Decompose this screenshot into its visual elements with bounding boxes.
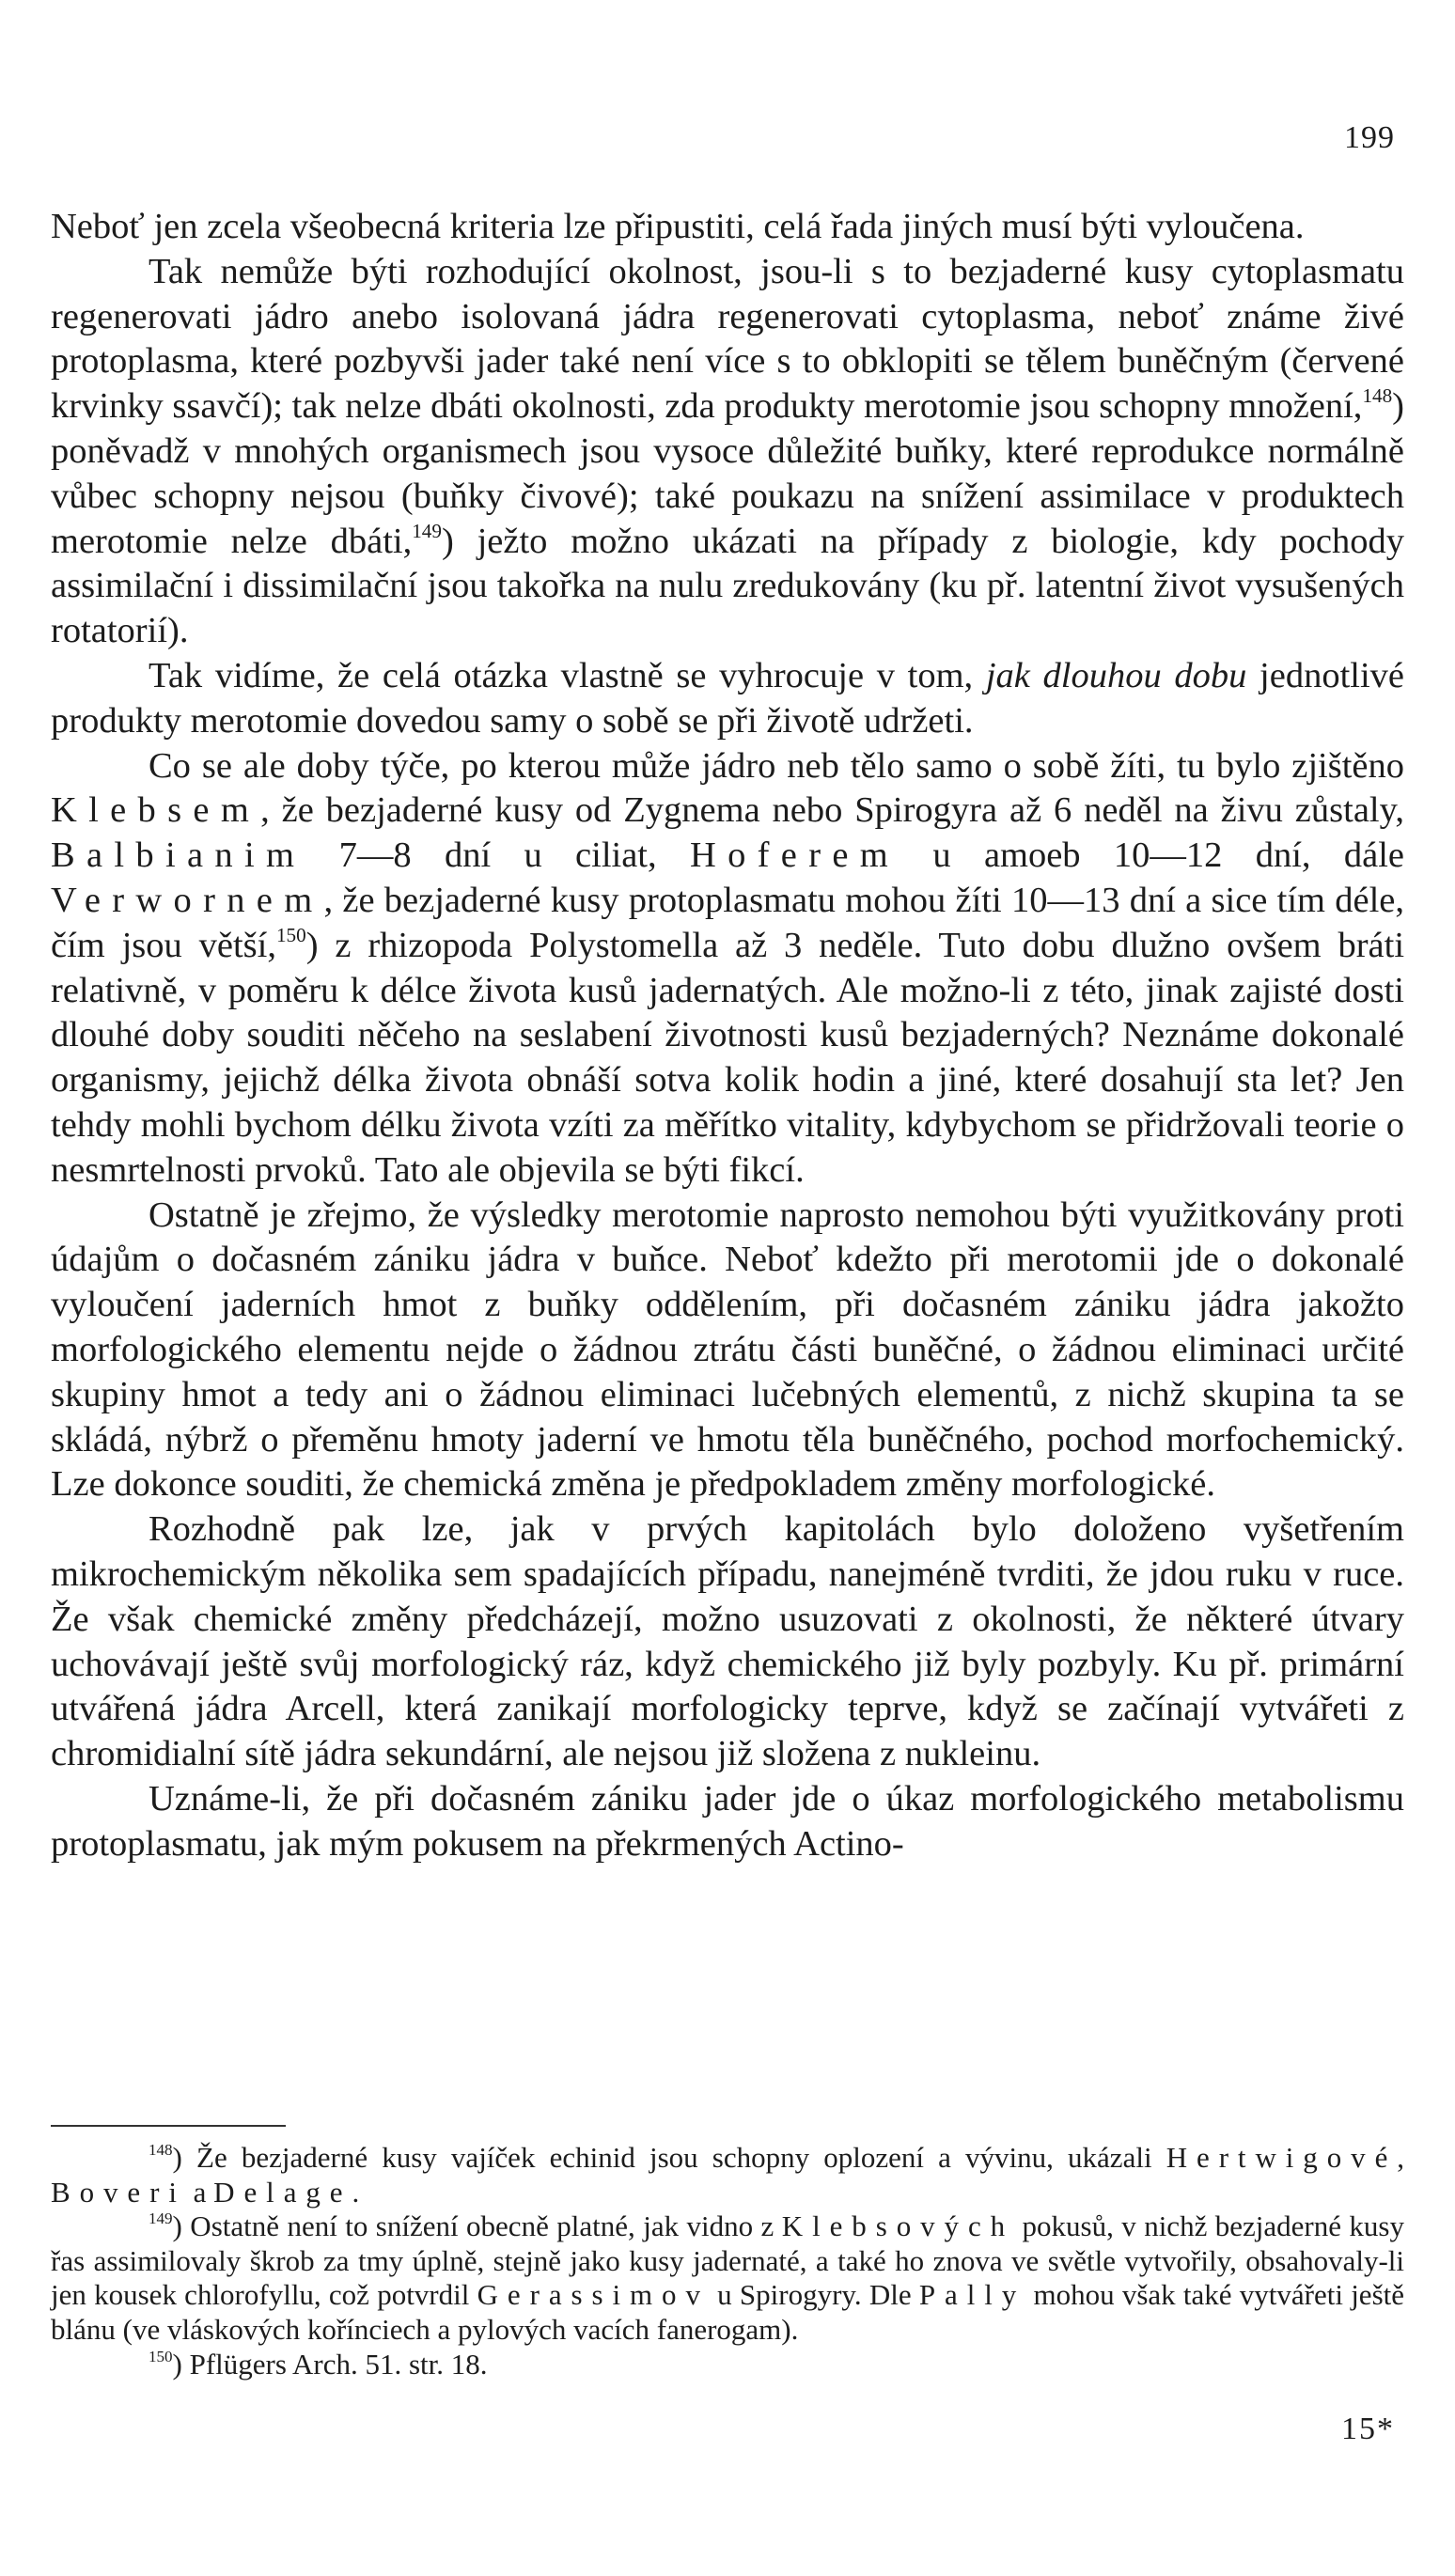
page-number: 199 [1344, 120, 1395, 155]
text-run: ) ježto možno ukázati na případy z biologie, kdy pochody assimilační i dissimilační jsou takořka na nulu zredukovány (ku př. latentní život vysušených rotatorií). [51, 521, 1404, 651]
text-run: , že bezjaderné kusy protoplasmatu mohou žíti 10—13 dní a sice tím déle, čím jsou větší, [51, 880, 1404, 965]
spaced-name: Hoferem [689, 835, 900, 876]
text-run: Co se ale doby týče, po kterou může jádro neb tělo samo o sobě žíti, tu bylo zjištěno [149, 745, 1404, 786]
footnote-ref: 148 [1362, 384, 1393, 408]
footnotes [51, 2141, 1404, 2381]
spaced-name: Boveri [51, 2175, 186, 2209]
spaced-name: Klebsem [51, 790, 261, 831]
signature-mark: 15* [1341, 2412, 1395, 2446]
text-run: ) Pflügers Arch. 51. str. 18. [172, 2347, 488, 2381]
spaced-name: Klebsových [781, 2209, 1015, 2243]
text-run: . [352, 2175, 360, 2209]
spaced-name: Delage [213, 2175, 352, 2209]
text-run: u Spirogyry. Dle [709, 2278, 919, 2312]
text-run: Rozhodně pak lze, jak v prvých kapitolách bylo doloženo vyšetřením mikrochemickým několika sem spadajících případu, nanejméně tvrditi, že jdou ruku v ruce. Že však chemické změny předcházejí, možno usuzovati z okolnosti, že některé útvary uchovávají ještě svůj morfologický ráz, když chemického již byly pozbyly. Ku př. primární utvářená jádra Arcell, která zanikají morfologicky teprve, když se začínají vytvářeti z chromidialní sítě jádra sekundární, ale nejsou již složena z nukleinu. [51, 1509, 1404, 1774]
spaced-name: Balbianim [51, 835, 306, 876]
text-run: a [185, 2175, 214, 2209]
spaced-name: Verwornem [51, 880, 324, 920]
spaced-name: Hertwigové [1166, 2141, 1398, 2174]
text-run: Tak vidíme, že celá otázka vlastně se vyhrocuje v tom, [149, 655, 986, 695]
emphasis: jak dlouhou dobu [985, 655, 1247, 695]
text-run: mohou však také vytvářeti ještě blánu (ve vláskových kořínciech a pylových vacích fanerogam). [51, 2278, 1405, 2346]
text-run: Uznáme-li, že při dočasném zániku jader jde o úkaz morfologického metabolismu protoplasmatu, jak mým pokusem na překrmených Actino- [51, 1778, 1404, 1864]
paragraph [51, 1777, 1404, 1867]
paragraph [51, 654, 1404, 744]
text-run: Ostatně je zřejmo, že výsledky merotomie naprosto nemohou býti využitkovány proti údajům o dočasném zániku jádra v buňce. Neboť kdežto při merotomii jde o dokonalé vyloučení jaderních hmot z buňky oddělením, při dočasném zániku jádra jakožto morfologického elementu nejde o žádnou ztrátu části buněčné, o žádnou eliminaci určité skupiny hmot a tedy ani o žádnou eliminaci lučebných elementů, z nichž skupina ta se skládá, nýbrž o přeměnu hmoty jaderní ve hmotu těla buněčného, pochod morfochemický. Lze dokonce souditi, že chemická změna je předpokladem změny morfologické. [51, 1194, 1404, 1505]
paragraph [51, 1507, 1404, 1777]
text-run: , že bezjaderné kusy od Zygnema nebo Spirogyra až 6 neděl na živu zůstaly, [260, 790, 1404, 831]
footnote-ref: 150 [275, 923, 306, 946]
paragraph [51, 1194, 1404, 1508]
text-run: ) z rhizopoda Polystomella až 3 neděle. Tuto dobu dlužno ovšem bráti relativně, v poměru k délce života kusů jadernatých. Ale možno-li z této, jinak zajisté dosti dlouhé doby souditi něčeho na seslabení životnosti kusů bezjaderných? Neznáme dokonalé organismy, jejichž délka života obnáší sotva kolik hodin a jiné, které dosahují sta let? Jen tehdy mohli bychom délku života vzíti za měřítko vitality, kdybychom se přidržovali teorie o nesmrtelnosti prvoků. Tato ale objevila se býti fikcí. [51, 925, 1405, 1190]
footnote-ref: 150 [149, 2347, 173, 2365]
footnote-ref: 149 [149, 2209, 173, 2228]
paragraph [51, 744, 1404, 1194]
spaced-name: Pally [918, 2278, 1026, 2312]
text-run: u amoeb 10—12 dní, dále [900, 835, 1404, 876]
text-run: jednotlivé produkty merotomie dovedou samy o sobě se při životě udržeti. [51, 655, 1405, 741]
footnote-rule [51, 2125, 286, 2127]
paragraph [51, 250, 1404, 654]
footnote-ref: 148 [149, 2141, 173, 2160]
text-run: , [1397, 2141, 1404, 2174]
footnote [51, 2348, 1404, 2382]
paragraph [51, 205, 1404, 250]
text-run: Tak nemůže býti rozhodující okolnost, jsou-li s to bezjaderné kusy cytoplasmatu regenerovati jádro anebo isolovaná jádra regenerovati cytoplasma, neboť známe živé protoplasma, které pozbyvši jader také není více s to obklopiti se tělem buněčným (červené krvinky ssavčí); tak nelze dbáti okolnosti, zda produkty merotomie jsou schopny množení, [51, 251, 1404, 427]
text-run: ) Že bezjaderné kusy vajíček echinid jsou schopny oplození a vývinu, ukázali [172, 2141, 1166, 2174]
text-run: Neboť jen zcela všeobecná kriteria lze připustiti, celá řada jiných musí býti vyloučena. [51, 207, 1305, 246]
text-run: ) poněvadž v mnohých organismech jsou vysoce důležité buňky, které reprodukce normálně vůbec schopny nejsou (buňky čivové); také poukazu na snížení assimilace v produktech merotomie nelze dbáti, [51, 386, 1404, 561]
text-run: 7—8 dní u ciliat, [305, 835, 690, 876]
footnote [51, 2141, 1404, 2209]
footnote [51, 2209, 1404, 2347]
footnote-ref: 149 [412, 519, 442, 542]
spaced-name: Gerassimov [477, 2278, 710, 2312]
text-run: ) Ostatně není to snížení obecně platné, jak vidno z [172, 2209, 782, 2243]
text-run: pokusů, v nichž bezjaderné kusy řas assimilovaly škrob za tmy úplně, stejně jako kusy jadernaté, a také ho znova ve světle vytvořily, obsahovaly-li jen kousek chlorofyllu, což potvrdil [51, 2209, 1404, 2312]
body-text [51, 205, 1404, 1866]
